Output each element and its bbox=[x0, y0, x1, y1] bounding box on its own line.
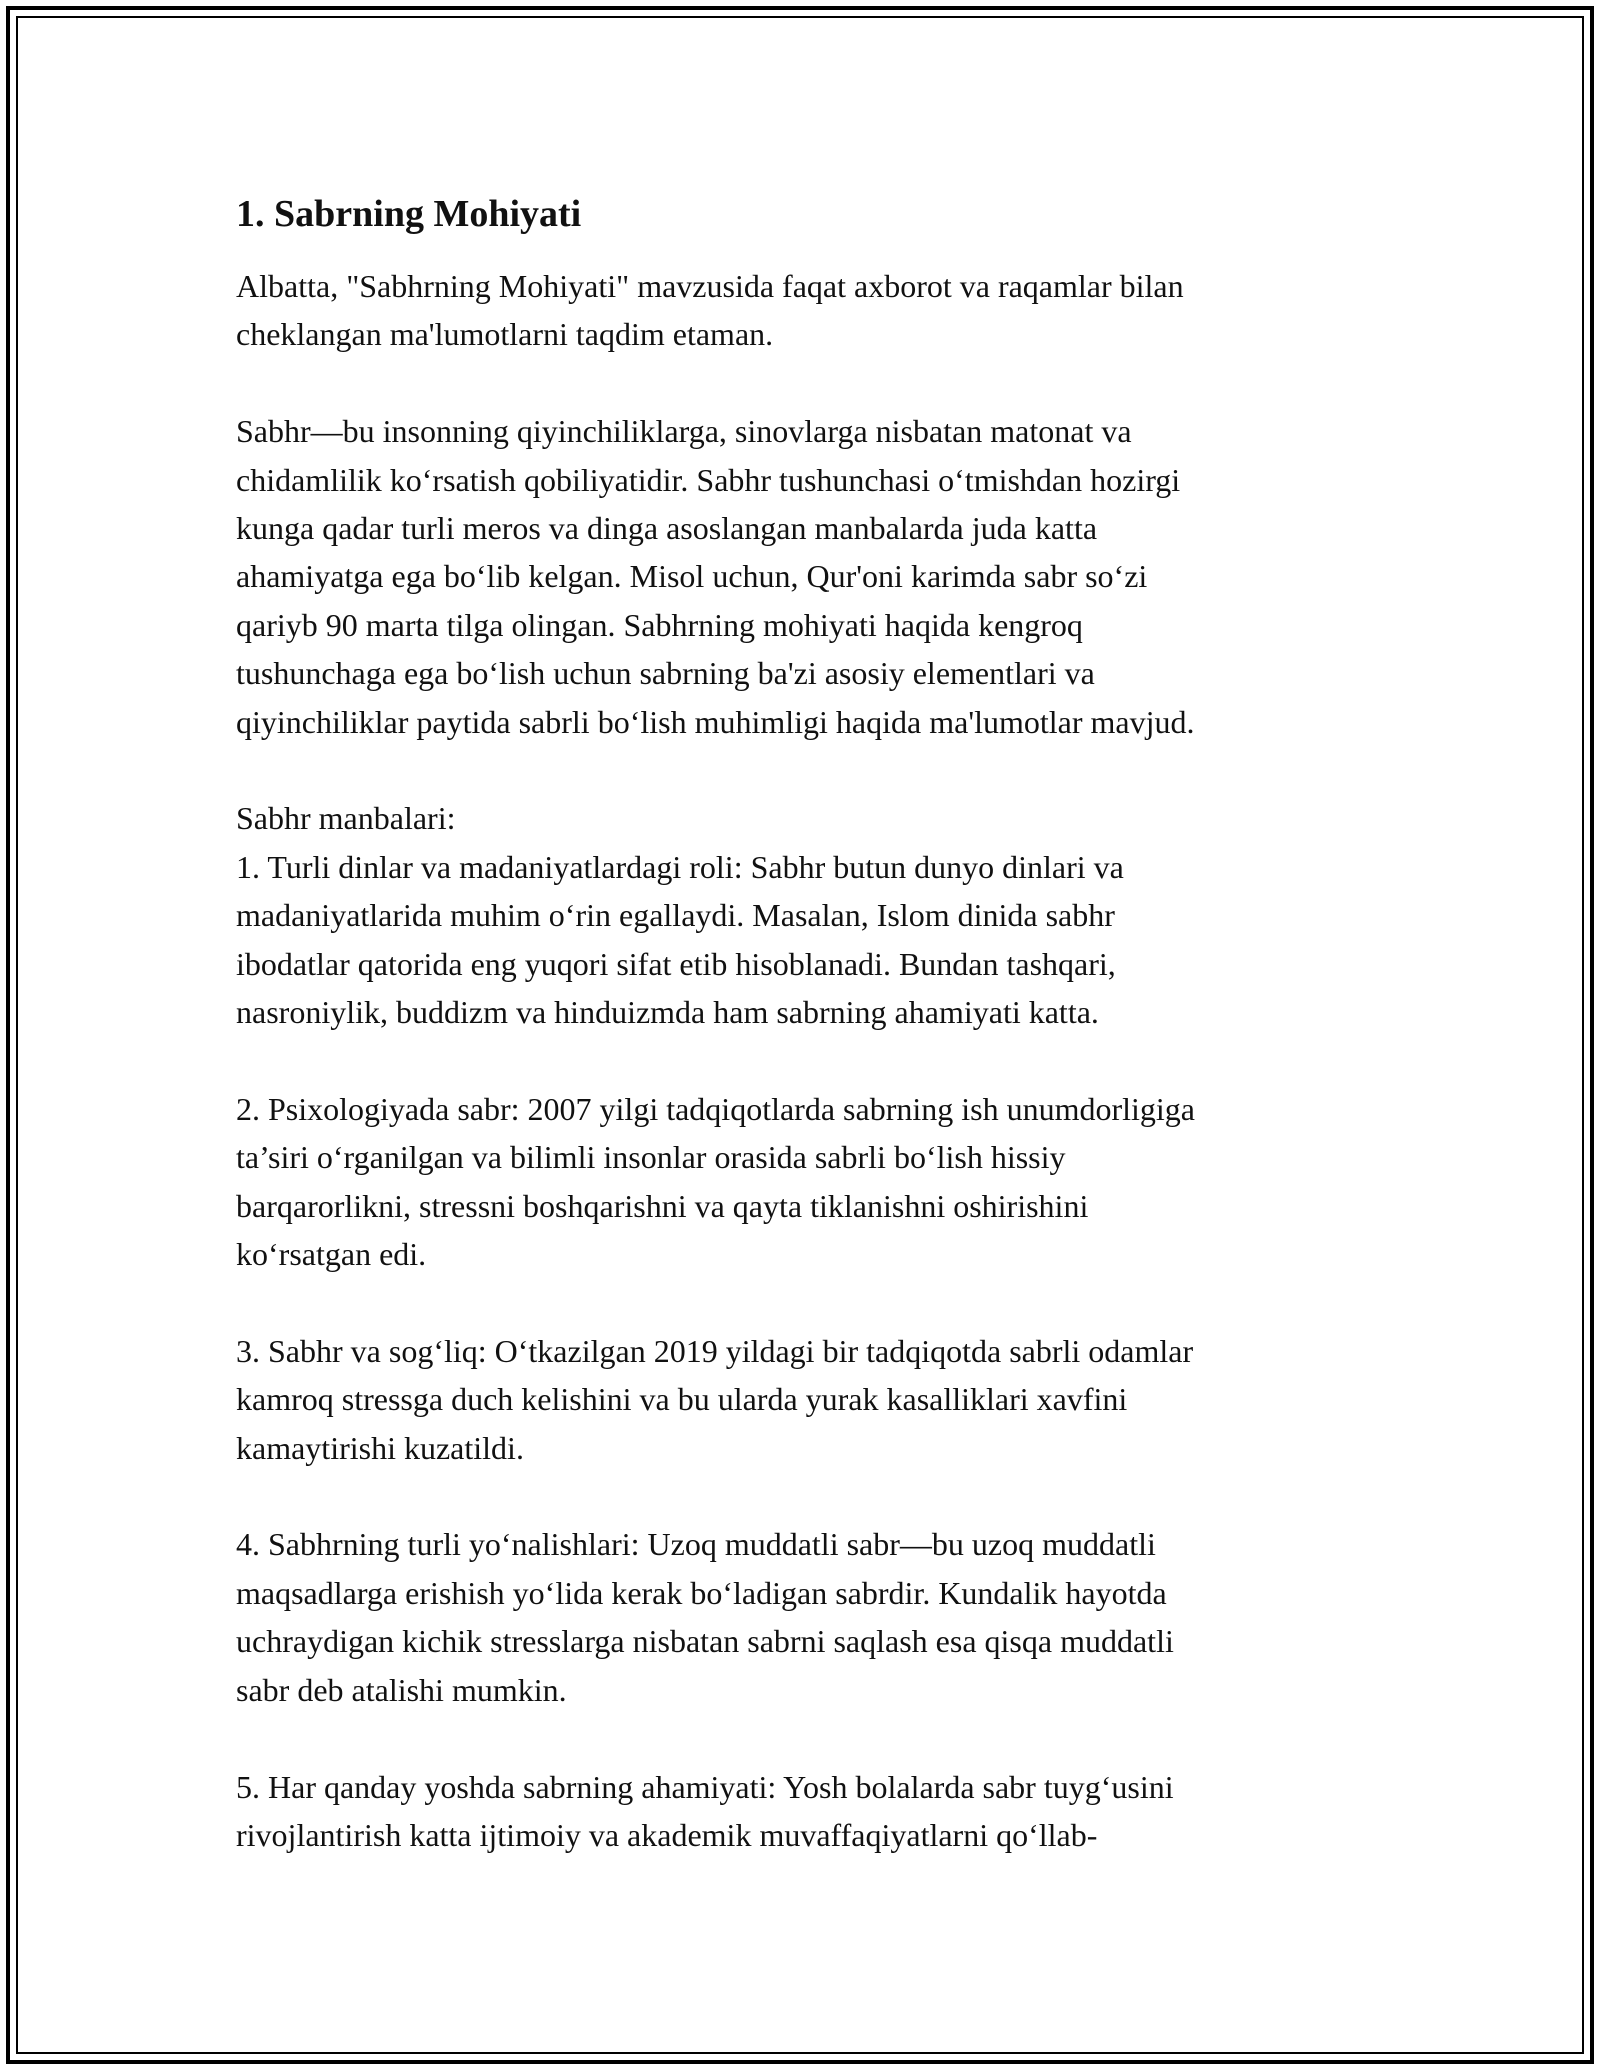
text-line: 5. Har qanday yoshda sabrning ahamiyati: Yosh bolalarda sabr tuyg‘usini bbox=[236, 1768, 1174, 1805]
text-line: Sabhr—bu insonning qiyinchiliklarga, sinovlarga nisbatan matonat va bbox=[236, 413, 1132, 450]
text-line: chidamlilik ko‘rsatish qobiliyatidir. Sabhr tushunchasi o‘tmishdan hozirgi bbox=[236, 461, 1181, 498]
text-line: uchraydigan kichik stresslarga nisbatan sabrni saqlash esa qisqa muddatli bbox=[236, 1623, 1174, 1660]
paragraph-gap bbox=[236, 1714, 1376, 1762]
text-line: 2. Psixologiyada sabr: 2007 yilgi tadqiqotlarda sabrning ish unumdorligiga bbox=[236, 1090, 1195, 1127]
text-line: ahamiyatga ega bo‘lib kelgan. Misol uchun, Qur'oni karimda sabr so‘zi bbox=[236, 558, 1148, 595]
text-line: qiyinchiliklar paytida sabrli bo‘lish muhimligi haqida ma'lumotlar mavjud. bbox=[236, 703, 1195, 740]
paragraph-gap bbox=[236, 746, 1376, 794]
text-line: kamroq stressga duch kelishini va bu ularda yurak kasalliklari xavfini bbox=[236, 1381, 1128, 1418]
text-line: barqarorlikni, stressni boshqarishni va qayta tiklanishni oshirishini bbox=[236, 1187, 1089, 1224]
text-line: qariyb 90 marta tilga olingan. Sabhrning mohiyati haqida kengroq bbox=[236, 606, 1083, 643]
text-line: sabr deb atalishi mumkin. bbox=[236, 1671, 567, 1708]
paragraph-gap bbox=[236, 1278, 1376, 1326]
document-body bbox=[236, 186, 1376, 1859]
text-line: ko‘rsatgan edi. bbox=[236, 1236, 427, 1273]
text-line: 4. Sabhrning turli yo‘nalishlari: Uzoq muddatli sabr—bu uzoq muddatli bbox=[236, 1526, 1156, 1563]
sources-paragraph bbox=[236, 794, 1376, 1036]
text-line: maqsadlarga erishish yo‘lida kerak bo‘ladigan sabrdir. Kundalik hayotda bbox=[236, 1574, 1167, 1611]
paragraph-gap bbox=[236, 1472, 1376, 1520]
text-line: madaniyatlarida muhim o‘rin egallaydi. Masalan, Islom dinida sabhr bbox=[236, 897, 1115, 934]
text-line: 1. Turli dinlar va madaniyatlardagi roli: Sabhr butun dunyo dinlari va bbox=[236, 848, 1124, 885]
text-line: kamaytirishi kuzatildi. bbox=[236, 1429, 524, 1466]
paragraph-gap bbox=[236, 1036, 1376, 1084]
list-item-2 bbox=[236, 1085, 1376, 1279]
text-line: kunga qadar turli meros va dinga asoslangan manbalarda juda katta bbox=[236, 510, 1098, 547]
text-line: rivojlantirish katta ijtimoiy va akademik muvaffaqiyatlarni qo‘llab- bbox=[236, 1816, 1098, 1853]
text-line: 3. Sabhr va sog‘liq: O‘tkazilgan 2019 yildagi bir tadqiqotda sabrli odamlar bbox=[236, 1332, 1194, 1369]
section-heading: 1. Sabrning Mohiyati bbox=[236, 193, 582, 235]
list-item-5 bbox=[236, 1763, 1376, 1860]
list-item-4 bbox=[236, 1520, 1376, 1714]
paragraph-gap bbox=[236, 359, 1376, 407]
text-line: ibodatlar qatorida eng yuqori sifat etib hisoblanadi. Bundan tashqari, bbox=[236, 945, 1116, 982]
intro-paragraph bbox=[236, 262, 1376, 359]
text-line: cheklangan ma'lumotlarni taqdim etaman. bbox=[236, 316, 774, 353]
text-line: tushunchaga ega bo‘lish uchun sabrning ba'zi asosiy elementlari va bbox=[236, 655, 1095, 692]
definition-paragraph bbox=[236, 407, 1376, 746]
text-line: ta’siri o‘rganilgan va bilimli insonlar orasida sabrli bo‘lish hissiy bbox=[236, 1139, 1066, 1176]
text-line: Albatta, "Sabhrning Mohiyati" mavzusida faqat axborot va raqamlar bilan bbox=[236, 268, 1184, 304]
sources-label: Sabhr manbalari: bbox=[236, 800, 456, 837]
text-line: nasroniylik, buddizm va hinduizmda ham sabrning ahamiyati katta. bbox=[236, 994, 1099, 1031]
list-item-3 bbox=[236, 1327, 1376, 1472]
